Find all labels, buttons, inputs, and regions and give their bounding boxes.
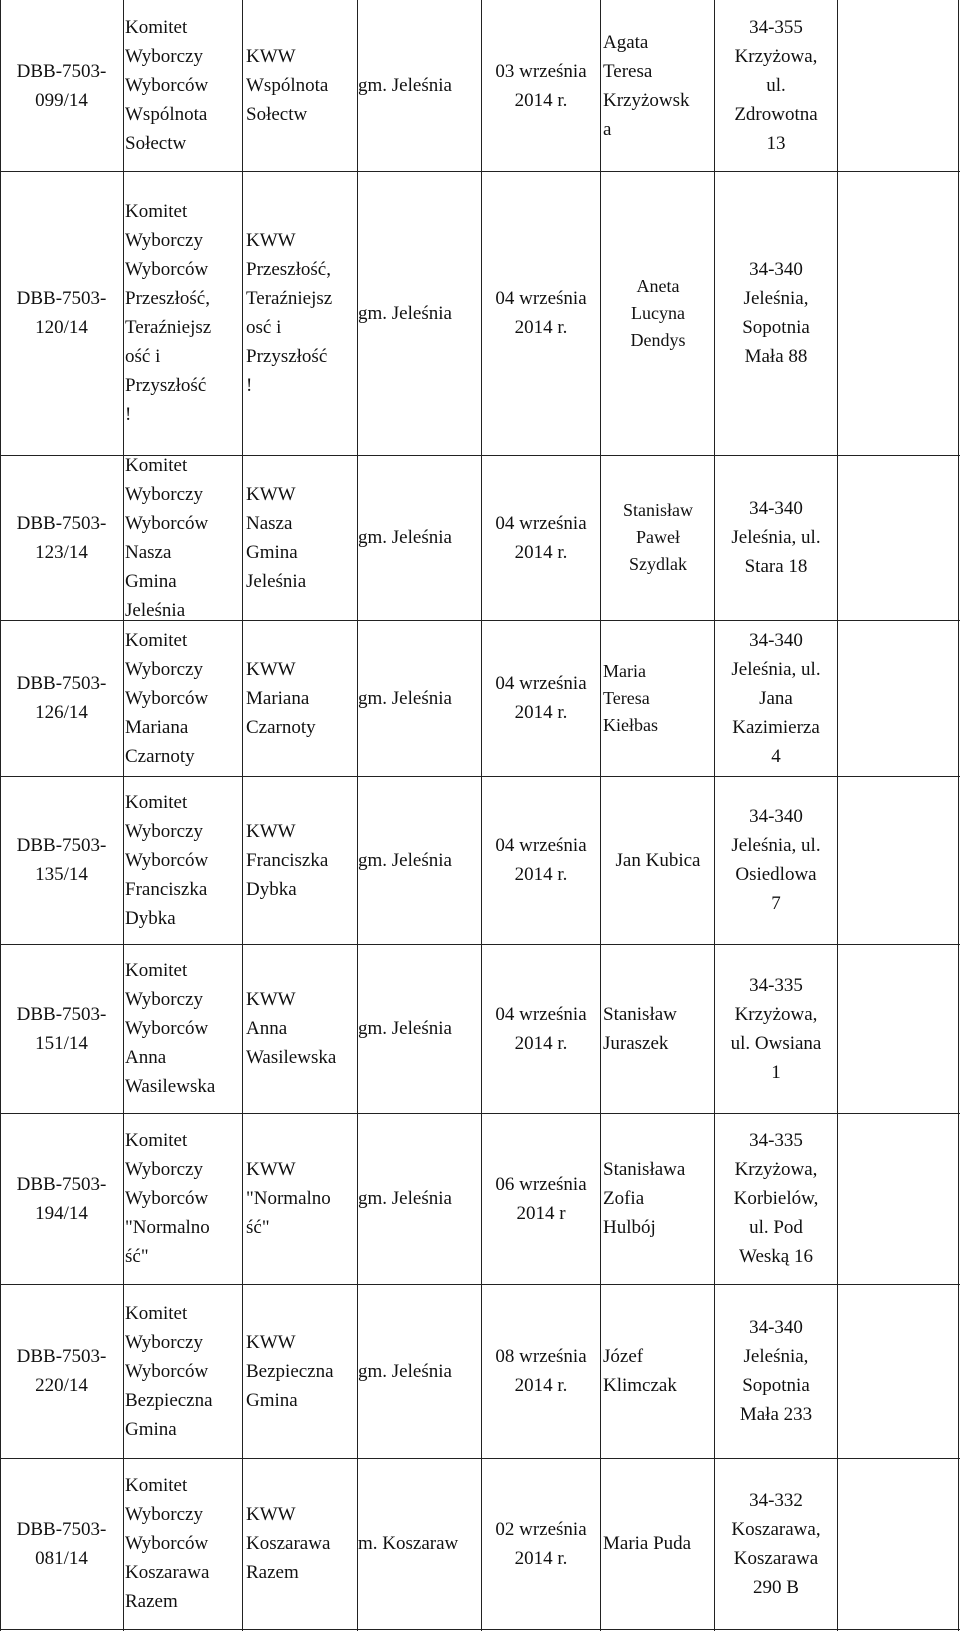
municipality: gm. Jeleśnia	[358, 1188, 452, 1209]
registration-number: DBB-7503- 120/14	[16, 288, 107, 338]
notification-date: 08 września 2014 r.	[495, 1346, 587, 1396]
committee-short-name: KWW Franciszka Dybka	[246, 820, 329, 900]
notification-date: 04 września 2014 r.	[495, 673, 587, 723]
committee-full-name: Komitet Wyborczy Wyborców Franciszka Dybka	[125, 791, 209, 929]
representative-name: Jan Kubica	[615, 849, 701, 871]
notification-date: 03 września 2014 r.	[495, 60, 587, 111]
address: 34-340 Jeleśnia, ul. Stara 18	[731, 498, 821, 577]
address: 34-332 Koszarawa, Koszarawa 290 B	[731, 1489, 821, 1598]
registration-number: DBB-7503- 099/14	[16, 60, 107, 111]
municipality: gm. Jeleśnia	[358, 75, 452, 96]
table-row	[0, 776, 960, 944]
committee-short-name: KWW Nasza Gmina Jeleśnia	[246, 483, 307, 592]
committee-short-name: KWW "Normalno ść"	[246, 1159, 331, 1238]
representative-name: Agata Teresa Krzyżowsk a	[603, 31, 690, 140]
table-row	[0, 1458, 960, 1629]
notification-date: 04 września 2014 r.	[495, 835, 587, 885]
registration-number: DBB-7503- 151/14	[16, 1003, 107, 1054]
committee-full-name: Komitet Wyborczy Wyborców Przeszłość, Teraźniejsz ość i Przyszłość !	[125, 201, 212, 425]
address: 34-355 Krzyżowa, ul. Zdrowotna 13	[734, 17, 818, 154]
municipality: gm. Jeleśnia	[358, 527, 452, 548]
table-row	[0, 171, 960, 455]
registration-number: DBB-7503- 123/14	[16, 512, 107, 563]
committee-full-name: Komitet Wyborczy Wyborców Nasza Gmina Jeleśnia	[125, 455, 209, 620]
municipality: gm. Jeleśnia	[358, 1360, 452, 1382]
committee-full-name: Komitet Wyborczy Wyborców Mariana Czarnoty	[125, 629, 209, 767]
address: 34-340 Jeleśnia, Sopotnia Mała 88	[742, 259, 810, 367]
committee-full-name: Komitet Wyborczy Wyborców Wspólnota Sołectw	[125, 17, 209, 154]
registration-number: DBB-7503- 126/14	[16, 673, 107, 723]
notification-date: 06 września 2014 r	[495, 1173, 587, 1224]
table-row	[0, 455, 960, 620]
address: 34-335 Krzyżowa, ul. Owsiana 1	[730, 974, 822, 1083]
municipality: gm. Jeleśnia	[358, 687, 452, 709]
registration-number: DBB-7503- 135/14	[16, 835, 107, 885]
representative-name: Maria Puda	[603, 1533, 692, 1554]
municipality: gm. Jeleśnia	[358, 1018, 452, 1039]
address: 34-335 Krzyżowa, Korbielów, ul. Pod Weską 16	[733, 1130, 819, 1267]
registration-number: DBB-7503- 220/14	[16, 1346, 107, 1396]
municipality: m. Koszaraw	[358, 1533, 459, 1554]
committee-full-name: Komitet Wyborczy Wyborców Koszarawa Razem	[125, 1475, 210, 1612]
committee-short-name: KWW Anna Wasilewska	[246, 989, 337, 1068]
address: 34-340 Jeleśnia, Sopotnia Mała 233	[739, 1317, 813, 1425]
municipality: gm. Jeleśnia	[358, 302, 452, 324]
registration-number: DBB-7503- 194/14	[16, 1173, 107, 1224]
table-row	[0, 1284, 960, 1458]
notification-date: 02 września 2014 r.	[495, 1518, 587, 1569]
committee-short-name: KWW Bezpieczna Gmina	[246, 1331, 334, 1411]
representative-name: Józef Klimczak	[603, 1346, 677, 1396]
registration-number: DBB-7503- 081/14	[16, 1518, 107, 1569]
committee-short-name: KWW Przeszłość, Teraźniejsz osć i Przyszłość !	[246, 230, 333, 396]
representative-name: Maria Teresa Kiełbas	[603, 660, 658, 735]
address: 34-340 Jeleśnia, ul. Jana Kazimierza 4	[731, 629, 821, 767]
municipality: gm. Jeleśnia	[358, 849, 452, 871]
table-row	[0, 944, 960, 1113]
representative-name: Stanisław Juraszek	[603, 1003, 677, 1054]
representative-name: Stanisława Zofia Hulbój	[603, 1159, 686, 1238]
committee-short-name: KWW Koszarawa Razem	[246, 1504, 331, 1583]
notification-date: 04 września 2014 r.	[495, 1003, 587, 1054]
committee-short-name: KWW Mariana Czarnoty	[246, 658, 316, 738]
committee-full-name: Komitet Wyborczy Wyborców "Normalno ść"	[125, 1130, 210, 1267]
committee-full-name: Komitet Wyborczy Wyborców Bezpieczna Gmina	[125, 1302, 213, 1440]
table-row	[0, 620, 960, 776]
table-border-bottom	[0, 1629, 960, 1630]
committee-short-name: KWW Wspólnota Sołectw	[246, 46, 329, 125]
representative-name: Stanisław Paweł Szydlak	[623, 500, 693, 574]
notification-date: 04 września 2014 r.	[495, 288, 587, 338]
address: 34-340 Jeleśnia, ul. Osiedlowa 7	[731, 806, 821, 914]
table-row	[0, 1113, 960, 1284]
representative-name: Aneta Lucyna Dendys	[630, 275, 686, 350]
table-row	[0, 0, 960, 171]
notification-date: 04 września 2014 r.	[495, 512, 587, 563]
committee-full-name: Komitet Wyborczy Wyborców Anna Wasilewska	[125, 960, 216, 1097]
